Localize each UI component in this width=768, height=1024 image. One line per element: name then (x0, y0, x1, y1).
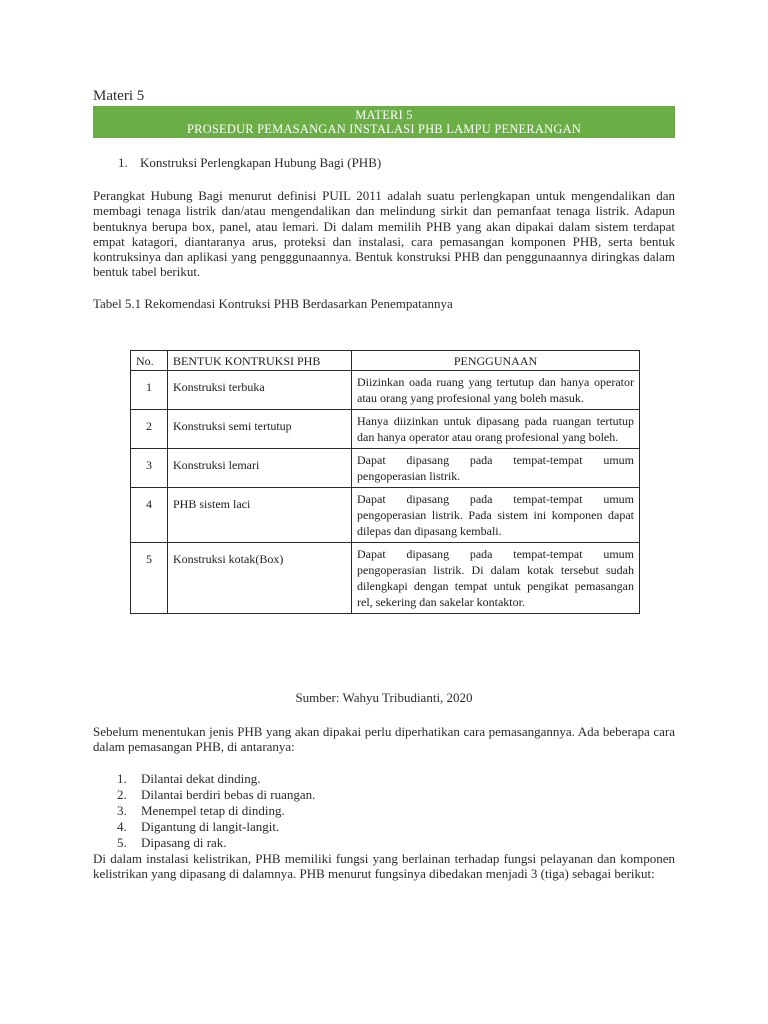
materi-label: Materi 5 (93, 88, 145, 104)
document-page (93, 86, 675, 881)
cell-penggunaan: Diizinkan oada ruang yang tertutup dan hanya operator atau orang yang profesional yang boleh masuk. (352, 371, 640, 410)
list-text: Dilantai dekat dinding. (141, 770, 261, 786)
after-table-section (93, 724, 675, 881)
table-row (131, 543, 640, 614)
table-row (131, 488, 640, 543)
list-item (93, 819, 675, 835)
table-header-row (131, 351, 640, 371)
table-caption: Tabel 5.1 Rekomendasi Kontruksi PHB Berdasarkan Penempatannya (93, 295, 453, 311)
banner-line-2: PROSEDUR PEMASANGAN INSTALASI PHB LAMPU PENERANGAN (186, 122, 582, 136)
list-number: 3. (117, 802, 127, 818)
list-text: Dipasang di rak. (141, 834, 227, 850)
list-text: Dilantai berdiri bebas di ruangan. (141, 786, 316, 802)
cell-penggunaan: Dapat dipasang pada tempat-tempat umum pengoperasian listrik. Di dalam kotak tersebut sudah dilengkapi dengan tempat untuk pengikat pemasangan rel, sekering dan sakelar kontaktor. (352, 543, 640, 614)
cell-bentuk: PHB sistem laci (168, 488, 352, 543)
list-text: Digantung di langit-langit. (141, 818, 280, 834)
cell-bentuk: Konstruksi terbuka (168, 371, 352, 410)
table-source: Sumber: Wahyu Tribudianti, 2020 (295, 690, 473, 705)
header-no: No. (131, 351, 168, 371)
list-number: 1. (117, 770, 127, 786)
cell-no: 4 (131, 488, 168, 543)
phb-construction-table (130, 350, 640, 614)
section-title: Konstruksi Perlengkapan Hubung Bagi (PHB) (140, 155, 382, 170)
table-row (131, 449, 640, 488)
paragraph-function: Di dalam instalasi kelistrikan, PHB memiliki fungsi yang berlainan terhadap fungsi pelayanan dan komponen kelistrikan yang dipasang di dalamnya. PHB menurut fungsinya dibedakan menjadi 3 (tiga) sebagai berikut: (93, 850, 675, 881)
cell-no: 1 (131, 371, 168, 410)
header-bentuk: BENTUK KONTRUKSI PHB (168, 351, 352, 371)
list-number: 4. (117, 818, 127, 834)
list-item (93, 835, 675, 851)
section-number: 1. (118, 155, 128, 170)
list-item (93, 803, 675, 819)
table-row (131, 410, 640, 449)
cell-bentuk: Konstruksi semi tertutup (168, 410, 352, 449)
cell-no: 2 (131, 410, 168, 449)
header-penggunaan: PENGGUNAAN (352, 351, 640, 371)
cell-penggunaan: Dapat dipasang pada tempat-tempat umum pengoperasian listrik. Pada sistem ini komponen dapat dilepas dan dipasang kembali. (352, 488, 640, 543)
cell-bentuk: Konstruksi kotak(Box) (168, 543, 352, 614)
cell-no: 5 (131, 543, 168, 614)
cell-penggunaan: Dapat dipasang pada tempat-tempat umum pengoperasian listrik. (352, 449, 640, 488)
paragraph-installation: Sebelum menentukan jenis PHB yang akan dipakai perlu diperhatikan cara pemasangannya. Ada beberapa cara dalam pemasangan PHB, di antaranya: (93, 724, 675, 755)
list-item (93, 787, 675, 803)
installation-ways-list (93, 771, 675, 851)
list-number: 5. (117, 834, 127, 850)
table-row (131, 371, 640, 410)
banner-line-1: MATERI 5 (355, 108, 413, 122)
cell-bentuk: Konstruksi lemari (168, 449, 352, 488)
paragraph-definition: Perangkat Hubung Bagi menurut definisi PUIL 2011 adalah suatu perlengkapan untuk mengendalikan dan membagi tenaga listrik dan/atau mengendalikan dan melindung sirkit dan pemanfaat tenaga listrik. Adapun bentuknya berupa box, panel, atau lemari. Di dalam memilih PHB yang akan dipakai dalam sistem terdapat empat katagori, diantaranya arus, proteksi dan instalasi, cara pemasangan komponen PHB, serta bentuk kontruksinya dan aplikasi yang pengggunaannya. Bentuk konstruksi PHB dan penggunaannya diringkas dalam bentuk tabel berikut. (93, 188, 675, 280)
section-heading (93, 155, 675, 171)
list-text: Menempel tetap di dinding. (141, 802, 285, 818)
cell-penggunaan: Hanya diizinkan untuk dipasang pada ruangan tertutup dan hanya operator atau orang profesional yang boleh. (352, 410, 640, 449)
list-number: 2. (117, 786, 127, 802)
list-item (93, 771, 675, 787)
title-banner (93, 106, 675, 138)
cell-no: 3 (131, 449, 168, 488)
